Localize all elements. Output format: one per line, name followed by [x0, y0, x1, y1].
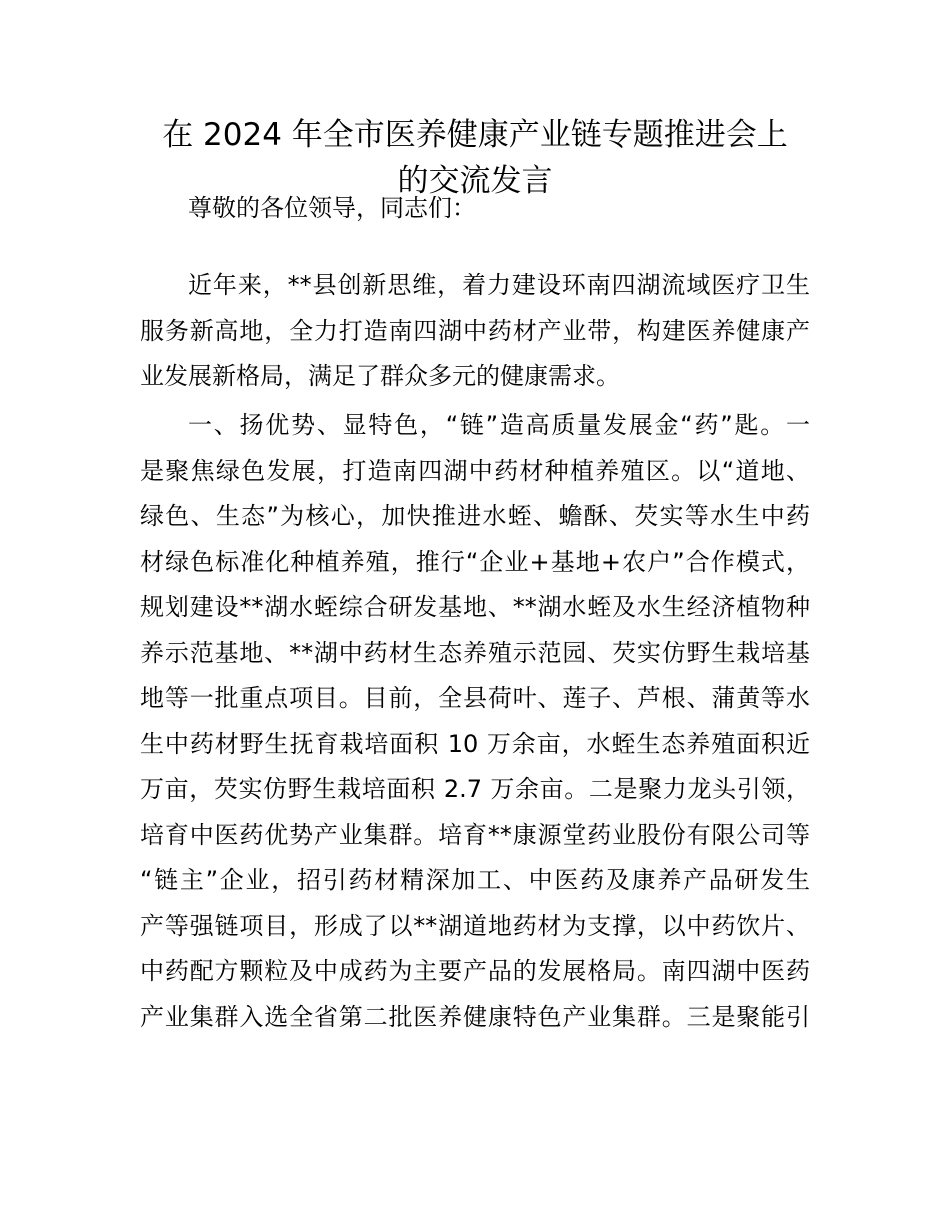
paragraph-line: 规划建设**湖水蛭综合研发基地、**湖水蛭及水生经济植物种: [140, 593, 810, 621]
salutation-paragraph: [140, 186, 810, 232]
paragraph-line: 产等强链项目，形成了以**湖道地药材为支撑，以中药饮片、: [140, 911, 810, 940]
salutation-text: 尊敬的各位领导，同志们：: [188, 194, 476, 222]
paragraph-line: 中药配方颗粒及中成药为主要产品的发展格局。南四湖中医药: [140, 957, 810, 985]
paragraph-line: 是聚焦绿色发展，打造南四湖中药材种植养殖区。以“道地、: [140, 456, 810, 485]
paragraph-intro: [140, 263, 810, 400]
paragraph-line: 业发展新格局，满足了群众多元的健康需求。: [140, 362, 620, 390]
paragraph-line: 地等一批重点项目。目前，全县荷叶、莲子、芦根、蒲黄等水: [140, 684, 810, 712]
paragraph-line: 一、扬优势、显特色，“链”造高质量发展金“药”匙。一: [188, 411, 810, 439]
paragraph-line: 绿色、生态”为核心，加快推进水蛭、蟾酥、芡实等水生中药: [140, 502, 810, 530]
paragraph-line: 万亩，芡实仿野生栽培面积 2.7 万余亩。二是聚力龙头引领，: [140, 775, 810, 803]
paragraph-line: 服务新高地，全力打造南四湖中药材产业带，构建医养健康产: [140, 316, 810, 345]
paragraph-line: 养示范基地、**湖中药材生态养殖示范园、芡实仿野生栽培基: [140, 638, 810, 667]
paragraph-line: “链主”企业，招引药材精深加工、中医药及康养产品研发生: [140, 866, 810, 894]
title-line: 的交流发言: [397, 163, 553, 199]
paragraph-section-one: [140, 403, 810, 1040]
paragraph-line: 培育中医药优势产业集群。培育**康源堂药业股份有限公司等: [140, 820, 810, 849]
paragraph-line: 产业集群入选全省第二批医养健康特色产业集群。三是聚能引: [140, 1002, 810, 1031]
paragraph-line: 生中药材野生抚育栽培面积 10 万余亩，水蛭生态养殖面积近: [140, 729, 810, 758]
paragraph-line: 材绿色标准化种植养殖，推行“企业+基地+农户”合作模式，: [140, 547, 810, 576]
paragraph-line: 近年来，**县创新思维，着力建设环南四湖流域医疗卫生: [188, 271, 810, 299]
title-line: 在 2024 年全市医养健康产业链专题推进会上: [162, 117, 788, 153]
